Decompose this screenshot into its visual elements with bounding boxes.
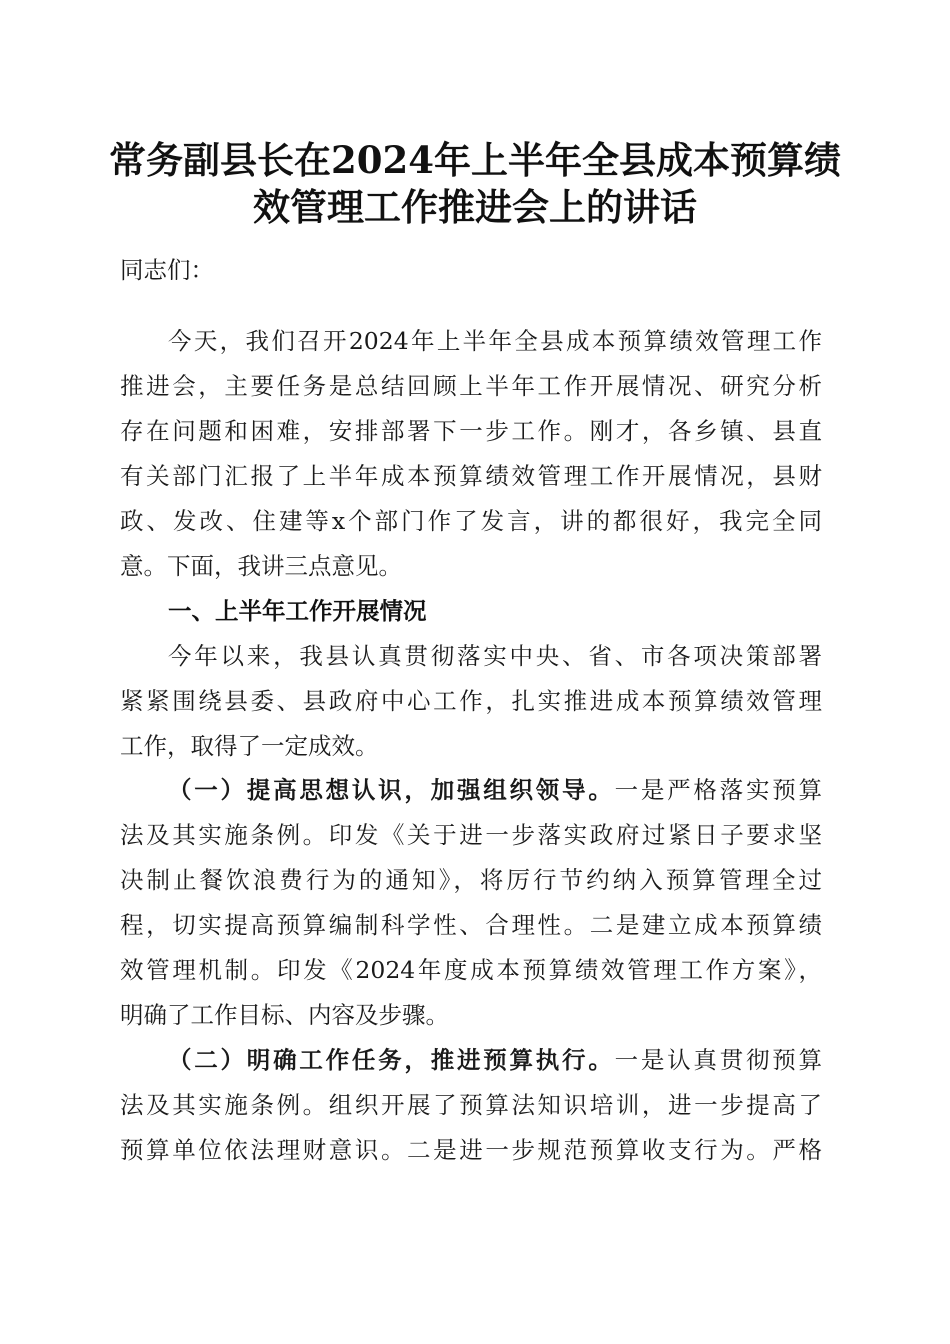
- intro-line: 政、发改、住建等x个部门作了发言，讲的都很好，我完全同: [120, 507, 822, 535]
- intro-line: 有关部门汇报了上半年成本预算绩效管理工作开展情况，县财: [120, 462, 822, 490]
- document-title-line-2: 效管理工作推进会上的讲话: [253, 185, 697, 229]
- subsection-text: 一是认真贯彻预算: [614, 1046, 823, 1074]
- section-heading: 一、上半年工作开展情况: [168, 597, 427, 625]
- subsection-line: 预算单位依法理财意识。二是进一步规范预算收支行为。严格: [120, 1136, 822, 1164]
- intro-line: 今天，我们召开2024年上半年全县成本预算绩效管理工作: [168, 327, 822, 355]
- intro-line: 推进会，主要任务是总结回顾上半年工作开展情况、研究分析: [120, 372, 822, 400]
- subsection-line: 法及其实施条例。组织开展了预算法知识培训，进一步提高了: [120, 1091, 822, 1119]
- subsection-line: 决制止餐饮浪费行为的通知》，将厉行节约纳入预算管理全过: [120, 866, 822, 894]
- subsection-first-line: [168, 775, 822, 805]
- subsection-text: 一是严格落实预算: [614, 776, 823, 804]
- section-paragraph-line: 工作，取得了一定成效。: [120, 732, 379, 760]
- subsection-heading: （二）明确工作任务，推进预算执行。: [168, 1046, 615, 1074]
- document-title-line-1: 常务副县长在2024年上半年全县成本预算绩: [109, 138, 841, 182]
- salutation: 同志们：: [120, 256, 214, 284]
- section-paragraph-line: 紧紧围绕县委、县政府中心工作，扎实推进成本预算绩效管理: [120, 687, 822, 715]
- intro-line: 存在问题和困难，安排部署下一步工作。刚才，各乡镇、县直: [120, 417, 822, 445]
- subsection-line: 法及其实施条例。印发《关于进一步落实政府过紧日子要求坚: [120, 821, 822, 849]
- subsection-line: 程，切实提高预算编制科学性、合理性。二是建立成本预算绩: [120, 911, 822, 939]
- subsection-heading: （一）提高思想认识，加强组织领导。: [168, 776, 615, 804]
- subsection-first-line: [168, 1045, 822, 1075]
- subsection-line: 效管理机制。印发《2024年度成本预算绩效管理工作方案》，: [120, 956, 822, 984]
- section-paragraph-line: 今年以来，我县认真贯彻落实中央、省、市各项决策部署: [168, 642, 822, 670]
- intro-line: 意。下面，我讲三点意见。: [120, 552, 402, 580]
- subsection-line: 明确了工作目标、内容及步骤。: [120, 1001, 449, 1029]
